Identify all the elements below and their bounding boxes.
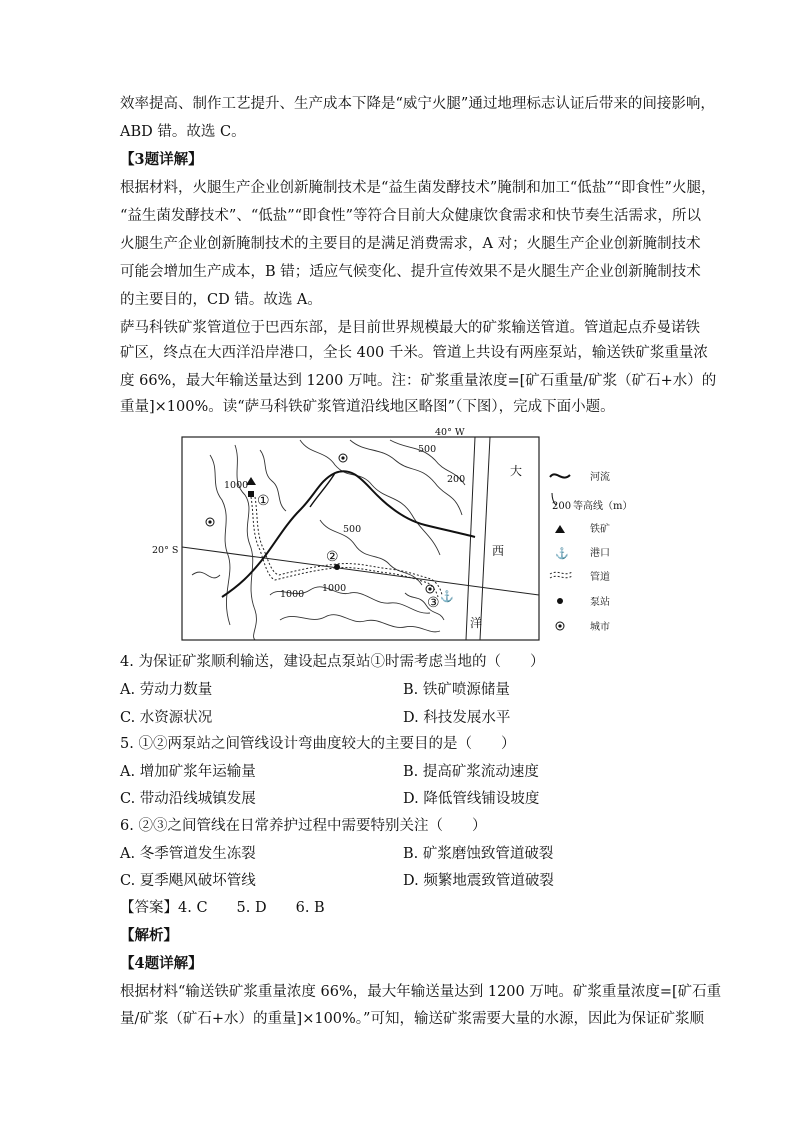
text-line-4: 根据材料，火腿生产企业创新腌制技术是“益生菌发酵技术”腌制和加工“低盐”“即食性”火腿， [120, 180, 716, 196]
pump-station-1 [248, 491, 254, 497]
text-line-2: ABD 错。故选 C。 [120, 124, 246, 140]
pipeline-map [150, 425, 650, 643]
contour-line [350, 440, 462, 515]
ocean-label-1: 大 [510, 464, 523, 478]
city-icon [339, 454, 347, 462]
legend-label: 港口 [590, 548, 610, 559]
analysis-heading: 【解析】 [120, 927, 178, 944]
legend-value: 200 [552, 501, 572, 512]
section-heading-q3: 【3题详解】 [120, 151, 203, 168]
question-6-option-a: A. 冬季管道发生冻裂 [120, 846, 256, 862]
tail-line-2: 量/矿浆（矿石+水）的重量]×100%。”可知，输送矿浆需要大量的水源，因此为保证矿浆顺 [120, 1011, 704, 1027]
iron-mine-icon [555, 525, 565, 533]
material-line-4: 重量]×100%。读“萨马科铁矿浆管道沿线地区略图”（下图），完成下面小题。 [120, 399, 615, 415]
legend-label: 管道 [590, 572, 610, 583]
material-line-3: 度 66%，最大年输送量达到 1200 万吨。注：矿浆重量浓度=[矿石重量/矿浆（矿石+水）的 [120, 373, 717, 389]
question-4-option-a: A. 劳动力数量 [120, 682, 213, 698]
question-5-stem: 5. ①②两泵站之间管线设计弯曲度较大的主要目的是（ ） [120, 736, 516, 752]
ocean-label-3: 洋 [470, 616, 483, 630]
question-6-option-c: C. 夏季飓风破坏管线 [120, 873, 256, 889]
answer-line: 【答案】4. C 5. D 6. B [120, 900, 325, 916]
latitude-label: 20° S [152, 545, 179, 556]
question-4-option-d: D. 科技发展水平 [403, 710, 511, 726]
contour-label: 200 [447, 474, 466, 485]
coastline [480, 437, 490, 640]
contour-label: 500 [343, 524, 362, 535]
station-label-2: ② [326, 549, 339, 565]
legend-label: 城市 [590, 622, 610, 633]
question-5-option-a: A. 增加矿浆年运输量 [120, 764, 256, 780]
text-line-8: 的主要目的，CD 错。故选 A。 [120, 292, 322, 308]
text-line-7: 可能会增加生产成本，B 错；适应气候变化、提升宣传效果不是火腿生产企业创新腌制技术 [120, 264, 701, 280]
legend-label: 铁矿 [590, 524, 610, 535]
material-line-1: 萨马科铁矿浆管道位于巴西东部，是目前世界规模最大的矿浆输送管道。管道起点乔曼诺铁 [120, 320, 700, 336]
question-5-option-c: C. 带动沿线城镇发展 [120, 791, 256, 807]
text-line-6: 火腿生产企业创新腌制技术的主要目的是满足消费需求，A 对；火腿生产企业创新腌制技术 [120, 236, 701, 252]
legend-label: 等高线（m） [573, 501, 633, 512]
station-label-1: ① [257, 493, 270, 509]
contour-line [192, 572, 220, 578]
question-4-option-c: C. 水资源状况 [120, 710, 213, 726]
section-heading-q4: 【4题详解】 [120, 955, 203, 972]
ocean-label-2: 西 [492, 544, 505, 558]
contour-line [280, 615, 440, 632]
contour-label: 1000 [322, 583, 347, 594]
question-5-option-d: D. 降低管线铺设坡度 [403, 791, 540, 807]
map-legend [550, 470, 632, 633]
contour-lines [192, 440, 465, 640]
pipeline [251, 497, 442, 597]
question-4-option-b: B. 铁矿喷源储量 [403, 682, 510, 698]
city-icon [426, 585, 434, 593]
contour-label: 500 [418, 444, 437, 455]
longitude-label: 40° W [435, 427, 465, 438]
port-icon: ⚓ [555, 547, 569, 560]
material-line-2: 矿区，终点在大西洋沿岸港口，全长 400 千米。管道上共设有两座泵站，输送铁矿浆重量浓 [120, 345, 708, 361]
longitude-line [466, 437, 475, 640]
station-label-3: ③ [427, 595, 440, 611]
tail-line-1: 根据材料“输送铁矿浆重量浓度 66%，最大年输送量达到 1200 万吨。矿浆重量浓度=[矿石重 [120, 984, 722, 1000]
text-line-5: “益生菌发酵技术”、“低盐”“即食性”等符合目前大众健康饮食需求和快节奏生活需求，所以 [120, 208, 701, 224]
question-6-option-b: B. 矿浆磨蚀致管道破裂 [403, 846, 554, 862]
city-icon [556, 622, 564, 630]
port-icon: ⚓ [440, 590, 454, 603]
legend-label: 河流 [590, 472, 610, 483]
legend-label: 泵站 [590, 597, 610, 608]
text-line-1: 效率提高、制作工艺提升、生产成本下降是“威宁火腿”通过地理标志认证后带来的间接影响， [120, 96, 715, 112]
pump-station-icon [557, 598, 563, 604]
question-6-stem: 6. ②③之间管线在日常养护过程中需要特别关注（ ） [120, 818, 487, 834]
city-icon [206, 518, 214, 526]
river-icon [550, 474, 570, 477]
river-tributary [310, 473, 335, 507]
contour-label: 1000 [280, 589, 305, 600]
contour-line [300, 440, 440, 555]
contour-label: 1000 [224, 480, 249, 491]
question-6-option-d: D. 频繁地震致管道破裂 [403, 873, 554, 889]
question-4-stem: 4. 为保证矿浆顺利输送，建设起点泵站①时需考虑当地的（ ） [120, 654, 545, 670]
question-5-option-b: B. 提高矿浆流动速度 [403, 764, 539, 780]
pipeline-icon [550, 572, 572, 578]
contour-line [235, 445, 256, 640]
